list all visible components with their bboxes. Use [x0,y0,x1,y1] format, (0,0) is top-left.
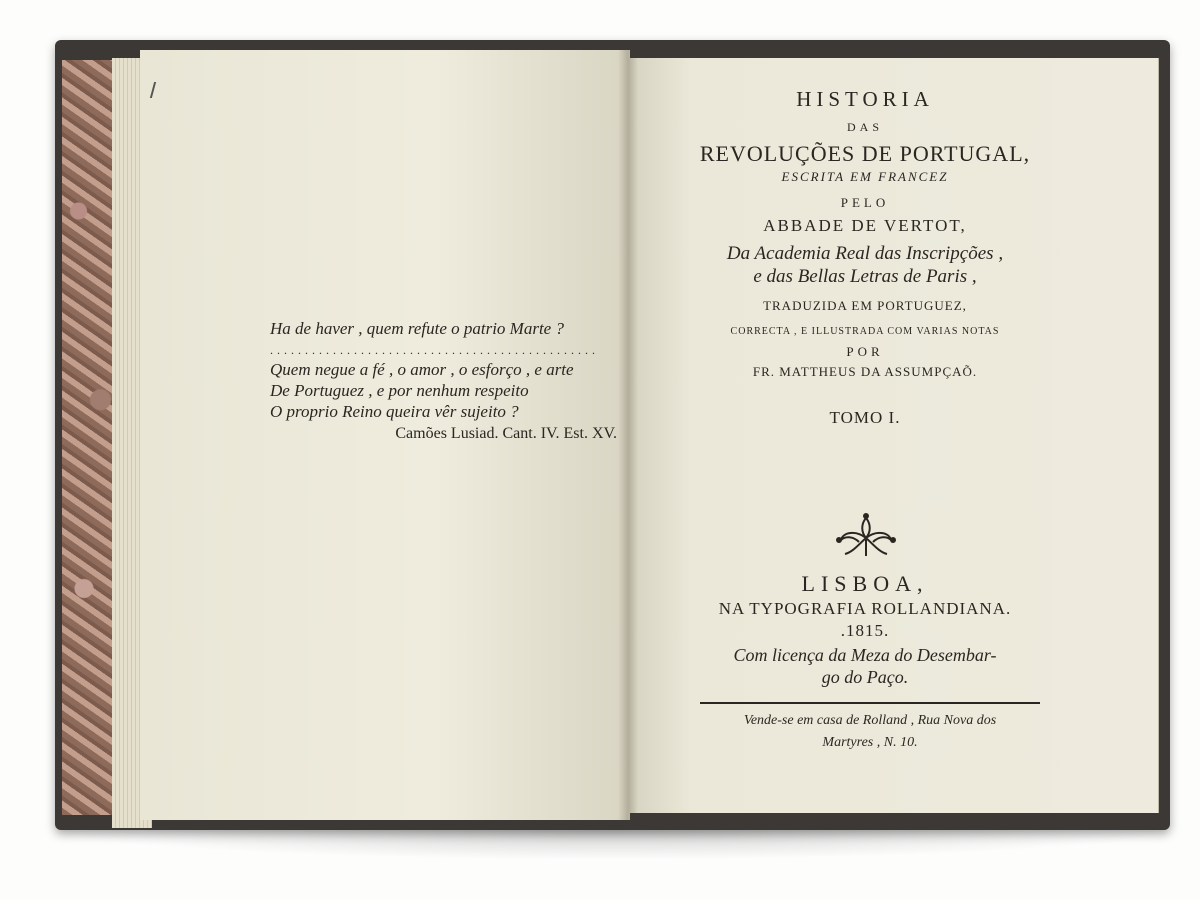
translation-note: TRADUZIDA EM PORTUGUEZ, [763,298,967,313]
author-affiliation-1: Da Academia Real das Inscripções , [726,243,1004,264]
epigraph-line: O proprio Reino queira vêr sujeito ? [270,402,519,421]
imprint-block [690,570,1040,688]
licence-line: go do Paço. [821,667,909,687]
imprint-city: LISBOA, [801,571,929,596]
translator-name: FR. MATTHEUS DA ASSUMPÇAÕ. [752,364,978,379]
sale-line: Vende-se em casa de Rolland , Rua Nova dos [743,713,997,728]
title-main: REVOLUÇÕES DE PORTUGAL, [699,141,1031,166]
marbled-endpaper [62,60,119,815]
printer-ornament-icon [831,510,901,560]
epigraph-line: De Portuguez , e por nenhum respeito [270,381,529,400]
title-pelo: PELO [840,195,890,210]
sale-notice [690,710,1050,754]
title-historia: HISTORIA [796,87,934,111]
sale-line: Martyres , N. 10. [822,735,918,750]
epigraph-citation: Camões Lusiad. Cant. IV. Est. XV. [395,425,617,442]
title-das: DAS [846,120,883,134]
volume-label: TOMO I. [829,408,901,427]
author-name: ABBADE DE VERTOT, [763,216,967,235]
title-written-in: ESCRITA EM FRANCEZ [781,169,949,184]
licence-line: Com licença da Meza do Desembar- [733,645,997,665]
author-affiliation-2: e das Bellas Letras de Paris , [753,266,977,287]
epigraph-line: Quem negue a fé , o amor , o esforço , e arte [270,360,574,379]
imprint-year: .1815. [840,621,890,640]
imprint-printer: NA TYPOGRAFIA ROLLANDIANA. [718,599,1012,618]
title-por: POR [846,344,884,359]
epigraph-line: Ha de haver , quem refute o patrio Marte ? [270,319,564,338]
epigraph-dots: ............................................... [270,343,599,357]
imprint-rule [700,702,1040,704]
correction-note: CORRECTA , E ILLUSTRADA COM VARIAS NOTAS [730,326,1000,337]
epigraph [270,318,625,444]
title-block [690,86,1040,428]
